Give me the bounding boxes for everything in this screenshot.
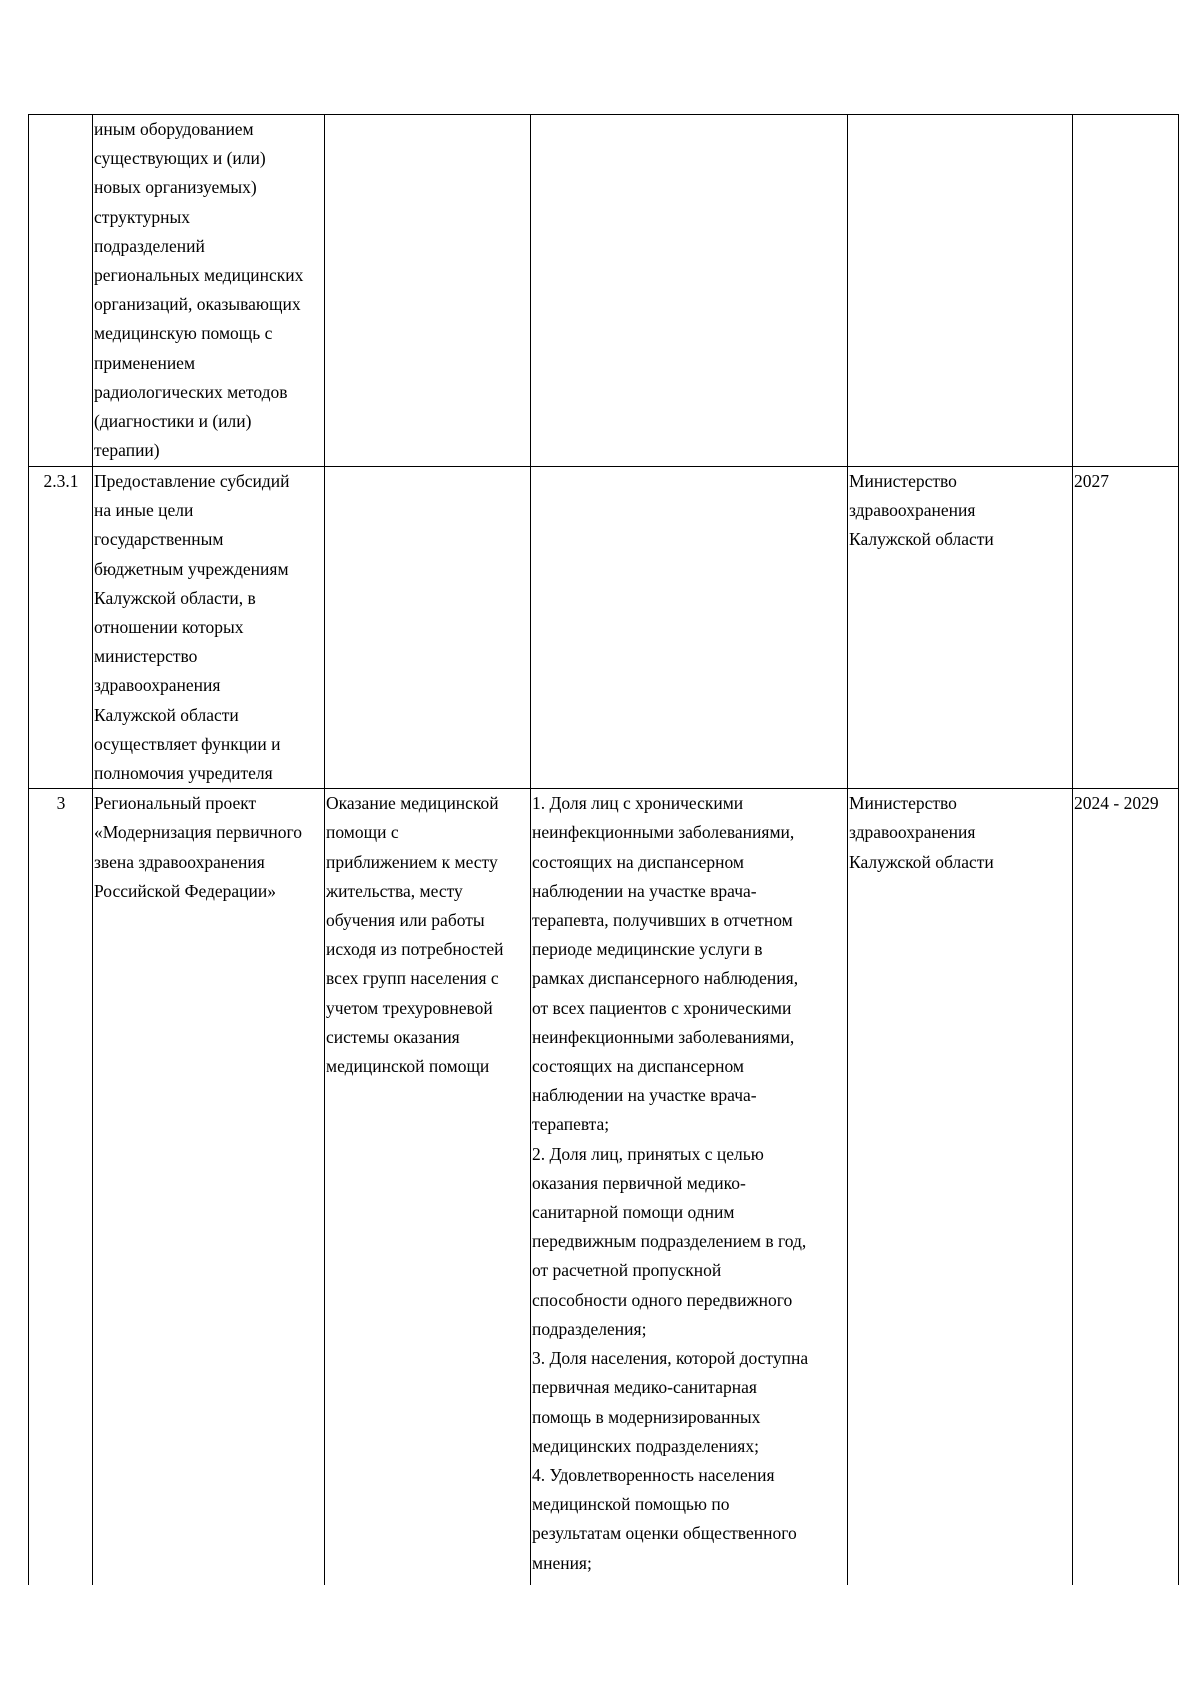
- period-cell: [1073, 115, 1179, 467]
- event-name-cell: Предоставление субсидий на иные цели государственным бюджетным учреждениям Калужской области, в отношении которых министерство здравоохранения Калужской области осуществляет функции и полномочия учредителя: [93, 467, 325, 789]
- event-name-cell: иным оборудованием существующих и (или) новых организуемых) структурных подразделений региональных медицинских организаций, оказывающих медицинскую помощь с применением радиологических методов (диагностики и (или) терапии): [93, 115, 325, 467]
- responsible-cell: [848, 115, 1073, 467]
- tasks-cell: [325, 467, 531, 789]
- table-row: [29, 789, 1179, 1586]
- table-row: [29, 467, 1179, 789]
- tasks-cell: Оказание медицинской помощи с приближением к месту жительства, месту обучения или работы исходя из потребностей всех групп населения с учетом трехуровневой системы оказания медицинской помощи: [325, 789, 531, 1586]
- indicators-cell: [531, 467, 848, 789]
- table-row: [29, 115, 1179, 467]
- period-cell: 2024 - 2029: [1073, 789, 1179, 1586]
- responsible-cell: Министерство здравоохранения Калужской области: [848, 789, 1073, 1586]
- period-cell: 2027: [1073, 467, 1179, 789]
- tasks-cell: [325, 115, 531, 467]
- indicators-cell: 1. Доля лиц с хроническими неинфекционными заболеваниями, состоящих на диспансерном наблюдении на участке врача- терапевта, получивших в отчетном периоде медицинские услуги в рамках диспансерного наблюдения, от всех пациентов с хроническими неинфекционными заболеваниями, состоящих на диспансерном наблюдении на участке врача- терапевта; 2. Доля лиц, принятых с целью оказания первичной медико- санитарной помощи одним передвижным подразделением в год, от расчетной пропускной способности одного передвижного подразделения; 3. Доля населения, которой доступна первичная медико-санитарная помощь в модернизированных медицинских подразделениях; 4. Удовлетворенность населения медицинской помощью по результатам оценки общественного мнения;: [531, 789, 848, 1586]
- indicators-cell: [531, 115, 848, 467]
- event-name-cell: Региональный проект «Модернизация первичного звена здравоохранения Российской Федерации»: [93, 789, 325, 1586]
- row-number-cell: 2.3.1: [29, 467, 93, 789]
- responsible-cell: Министерство здравоохранения Калужской области: [848, 467, 1073, 789]
- row-number-cell: 3: [29, 789, 93, 1586]
- program-table: [28, 114, 1179, 1585]
- row-number-cell: [29, 115, 93, 467]
